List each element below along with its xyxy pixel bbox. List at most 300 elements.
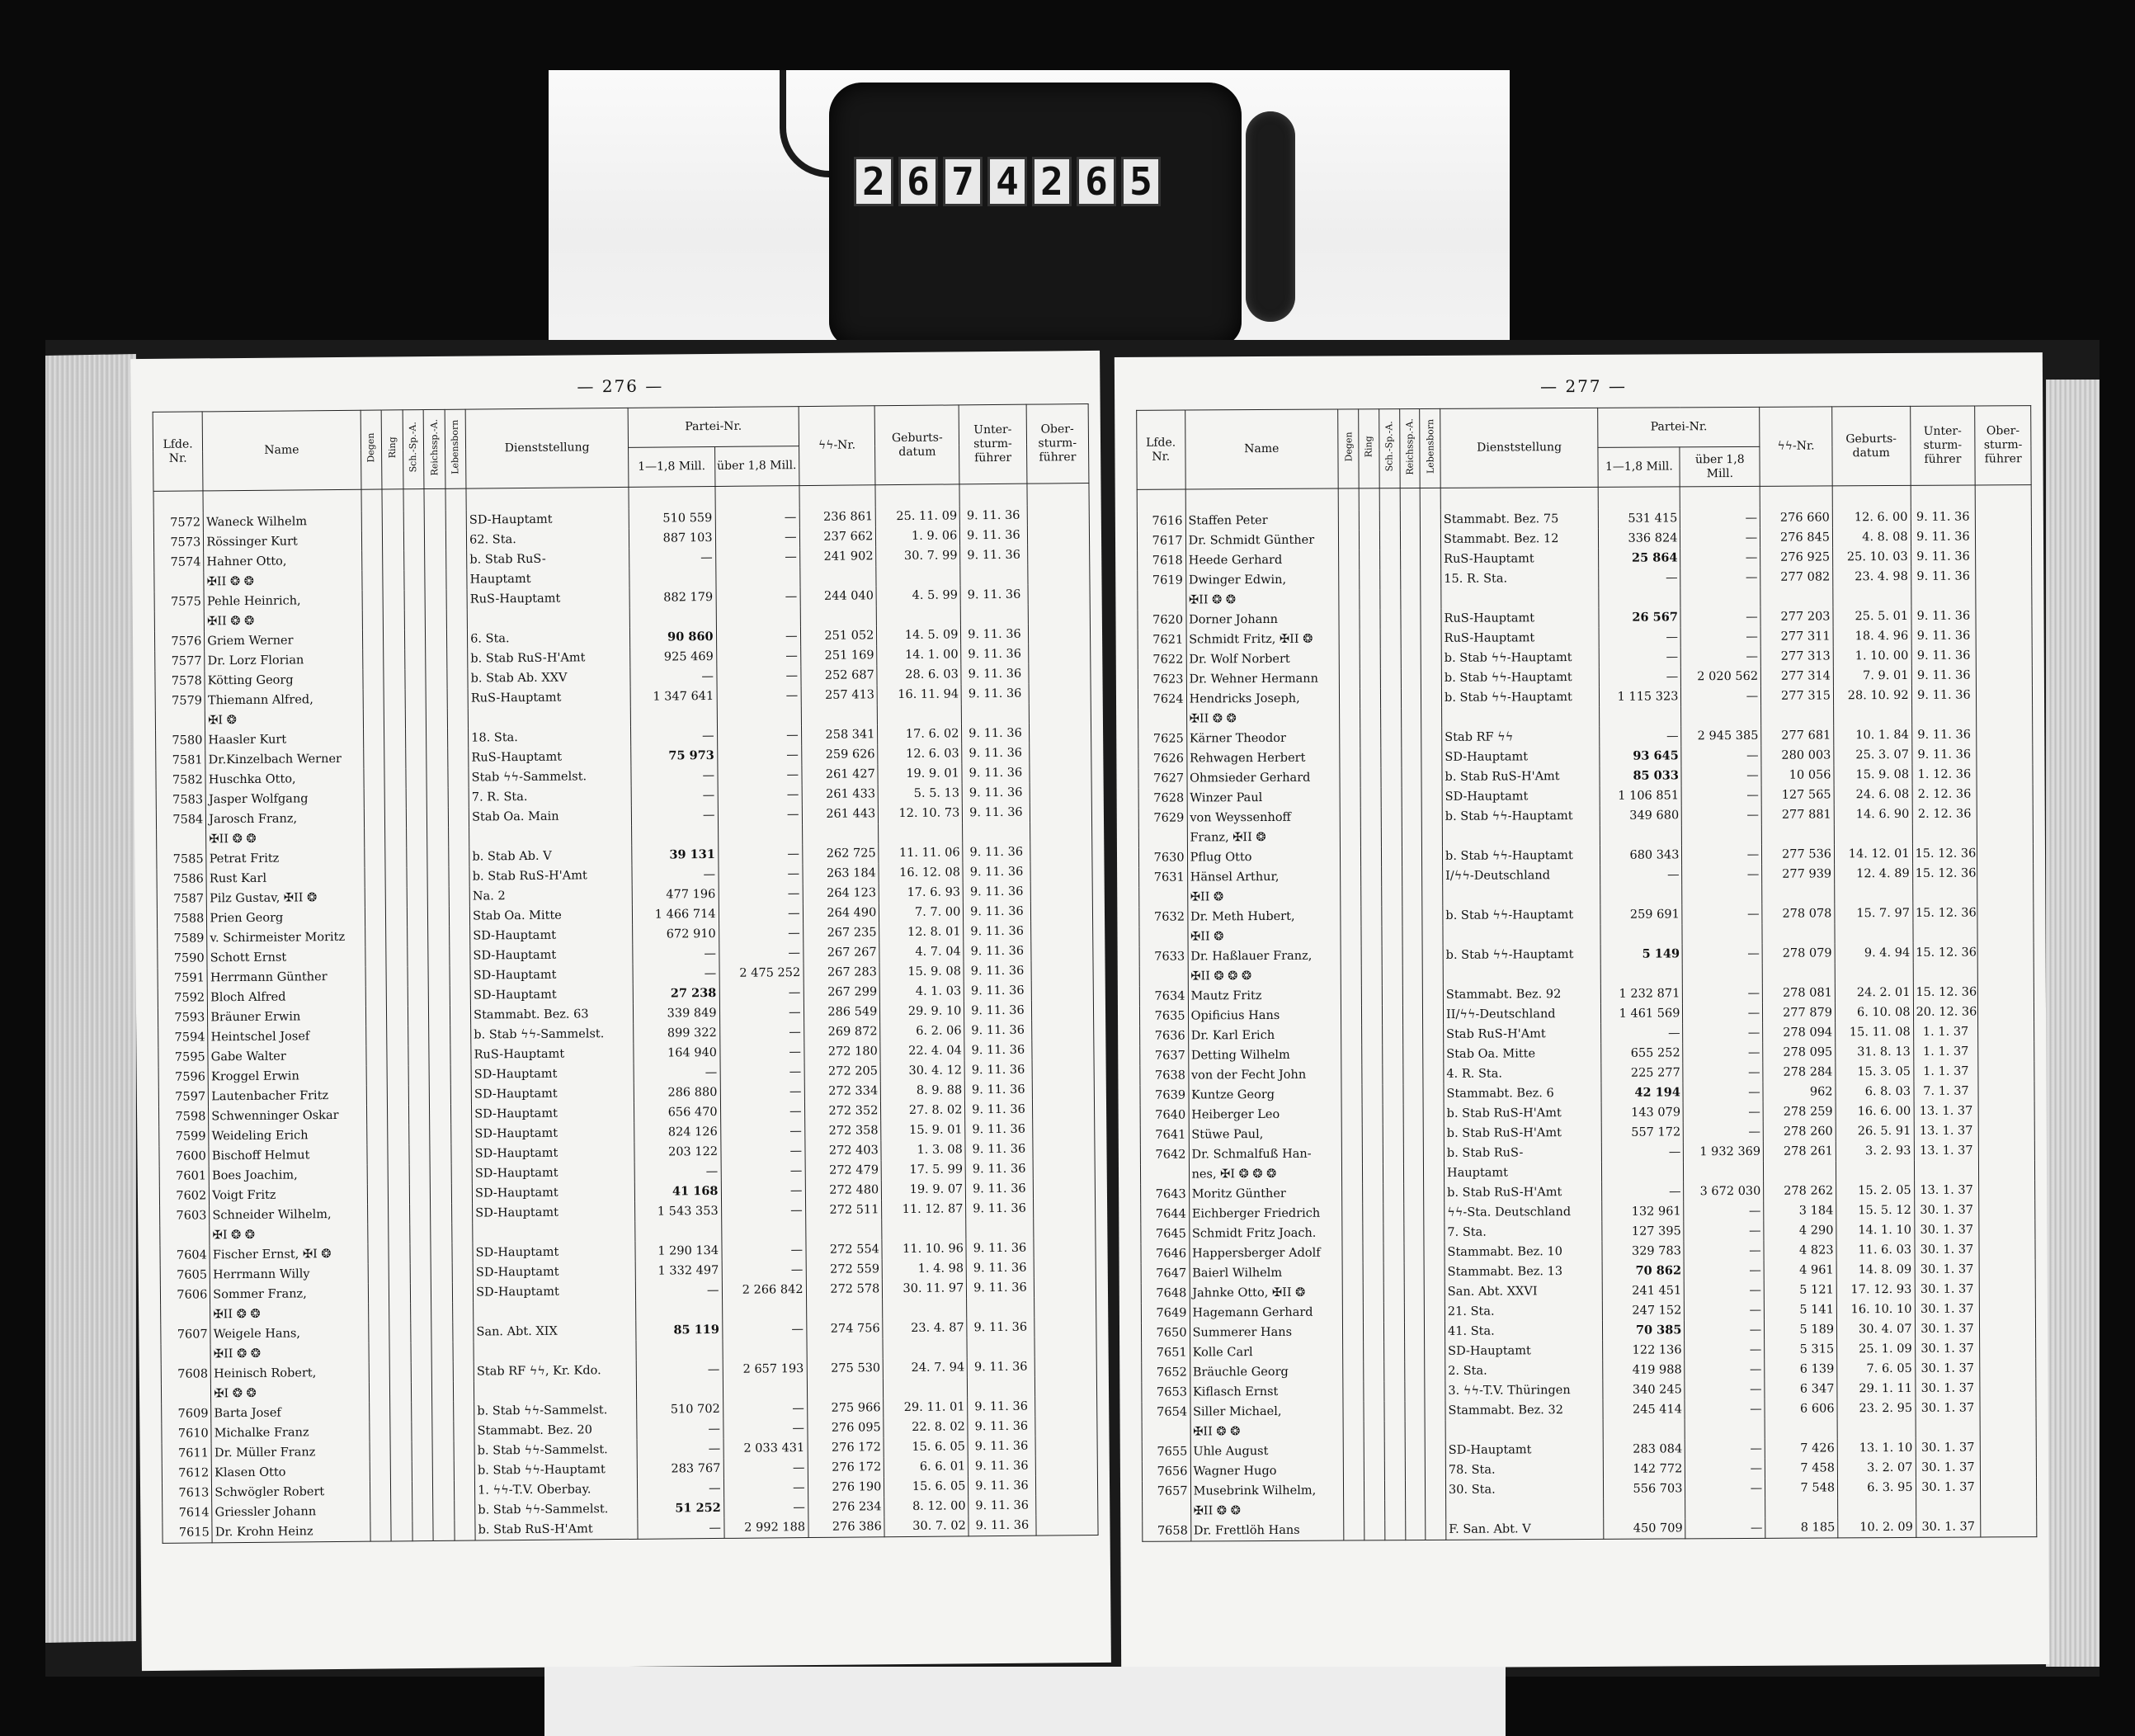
row-mark xyxy=(384,788,406,808)
row-obersturmfuehrer xyxy=(1034,1257,1096,1277)
row-mark xyxy=(446,609,468,629)
row-obersturmfuehrer xyxy=(1035,1356,1097,1376)
row-untersturmfuehrer: 9. 11. 36 xyxy=(965,1158,1032,1179)
row-geburtsdatum xyxy=(1834,705,1912,724)
row-partei-1: 93 645 xyxy=(1600,746,1681,767)
row-number xyxy=(153,491,204,513)
row-mark xyxy=(388,1105,409,1125)
row-untersturmfuehrer: 9. 11. 36 xyxy=(963,842,1030,862)
row-mark xyxy=(408,1026,429,1045)
row-dienststellung xyxy=(1441,587,1599,608)
row-partei-2: 1 932 369 xyxy=(1684,1141,1764,1162)
row-mark xyxy=(1359,488,1379,510)
row-geburtsdatum: 17. 6. 02 xyxy=(878,724,962,744)
row-mark xyxy=(389,1342,411,1362)
row-partei-2: — xyxy=(1685,1478,1765,1498)
row-name: Kärner Theodor xyxy=(1186,728,1340,748)
row-name xyxy=(1185,488,1339,511)
header-name: Name xyxy=(1185,409,1338,489)
row-partei-1 xyxy=(1600,825,1682,846)
row-partei-1: — xyxy=(629,547,716,568)
row-mark xyxy=(388,1164,409,1184)
row-dienststellung: SD-Hauptamt xyxy=(471,1063,634,1084)
row-name: Hahner Otto, xyxy=(204,550,362,572)
row-mark xyxy=(1383,1361,1404,1381)
row-obersturmfuehrer xyxy=(1979,1239,2035,1259)
row-dienststellung: b. Stab ϟϟ-Hauptamt xyxy=(1441,667,1599,687)
row-name: Bräuchle Georg xyxy=(1190,1361,1343,1382)
row-name: Schwenninger Oskar xyxy=(209,1105,367,1126)
row-name: ✠I ❂ xyxy=(205,709,364,730)
row-mark xyxy=(1362,1163,1383,1183)
row-mark xyxy=(454,1520,475,1540)
row-partei-2: — xyxy=(717,745,801,766)
row-name: Happersberger Adolf xyxy=(1190,1243,1343,1263)
row-obersturmfuehrer xyxy=(1977,922,2034,942)
row-ss-nr: 4 961 xyxy=(1764,1260,1836,1280)
row-mark xyxy=(425,609,446,629)
row-geburtsdatum: 14. 8. 09 xyxy=(1836,1259,1915,1279)
row-mark xyxy=(385,867,407,887)
row-mark xyxy=(1339,609,1360,629)
row-mark xyxy=(452,1302,474,1322)
row-dienststellung xyxy=(1443,924,1600,945)
row-untersturmfuehrer: 9. 11. 36 xyxy=(1911,507,1976,526)
row-mark xyxy=(1338,488,1359,510)
row-untersturmfuehrer: 9. 11. 36 xyxy=(964,901,1030,922)
row-mark xyxy=(427,728,448,748)
row-dienststellung: b. Stab ϟϟ-Hauptamt xyxy=(1441,686,1599,707)
row-mark xyxy=(408,1085,430,1105)
row-dienststellung: RuS-Hauptamt xyxy=(467,587,629,609)
row-untersturmfuehrer: 9. 11. 36 xyxy=(1911,744,1977,764)
row-number: 7651 xyxy=(1142,1342,1190,1362)
row-name: Hänsel Arthur, xyxy=(1187,866,1341,887)
row-dienststellung: b. Stab ϟϟ-Sammelst. xyxy=(474,1439,637,1460)
row-mark xyxy=(411,1382,432,1402)
row-number xyxy=(1140,1164,1189,1184)
row-mark xyxy=(427,847,449,866)
counter-digits xyxy=(854,157,1167,206)
row-geburtsdatum: 4. 7. 04 xyxy=(879,941,964,962)
row-name: Wagner Hugo xyxy=(1190,1460,1344,1481)
row-ss-nr xyxy=(1764,1161,1836,1181)
header-reich-label: Reichssp.-A. xyxy=(428,418,441,476)
row-name: Jarosch Franz, xyxy=(206,808,365,829)
row-partei-2: — xyxy=(1682,804,1762,825)
row-number xyxy=(1138,590,1186,610)
row-mark xyxy=(453,1381,474,1401)
row-mark xyxy=(1341,847,1361,866)
row-mark xyxy=(1423,1103,1444,1123)
row-mark xyxy=(1401,688,1421,708)
row-mark xyxy=(368,1243,389,1263)
row-partei-1: 203 122 xyxy=(634,1141,721,1162)
row-number: 7619 xyxy=(1138,570,1186,590)
row-mark xyxy=(1340,708,1360,728)
row-partei-2 xyxy=(723,1379,807,1399)
row-mark xyxy=(425,569,446,589)
row-partei-2: — xyxy=(719,1022,804,1043)
row-name: Schmidt Fritz, ✠II ❂ xyxy=(1186,629,1340,649)
row-ss-nr: 127 565 xyxy=(1761,785,1834,804)
row-geburtsdatum xyxy=(1834,823,1912,843)
row-partei-2: — xyxy=(1683,1082,1763,1102)
row-obersturmfuehrer xyxy=(1033,1197,1096,1218)
row-geburtsdatum: 7. 6. 05 xyxy=(1837,1358,1916,1378)
row-partei-2: — xyxy=(715,547,799,568)
row-partei-2: — xyxy=(1685,1280,1765,1300)
row-mark xyxy=(364,768,385,788)
row-ss-nr: 278 259 xyxy=(1763,1102,1836,1121)
row-number: 7610 xyxy=(162,1423,211,1444)
row-mark xyxy=(427,748,448,767)
row-mark xyxy=(1382,965,1402,985)
row-mark xyxy=(370,1521,391,1541)
row-number: 7652 xyxy=(1142,1362,1190,1382)
row-dienststellung: b. Stab ϟϟ-Hauptamt xyxy=(1443,944,1600,965)
row-partei-1: — xyxy=(634,1161,721,1182)
row-dienststellung: b. Stab RuS-H'Amt xyxy=(468,647,630,668)
row-name: Prien Georg xyxy=(207,907,365,928)
row-dienststellung: b. Stab ϟϟ-Hauptamt xyxy=(1442,845,1600,866)
row-untersturmfuehrer: 9. 11. 36 xyxy=(965,1079,1032,1100)
row-mark xyxy=(1341,1045,1362,1064)
row-name: Staffen Peter xyxy=(1185,510,1339,531)
row-ss-nr: 263 184 xyxy=(803,863,879,884)
row-mark xyxy=(1384,1460,1405,1480)
row-mark xyxy=(1379,510,1400,530)
row-mark xyxy=(450,1025,471,1045)
row-partei-2: — xyxy=(717,686,801,706)
row-geburtsdatum: 28. 6. 03 xyxy=(877,664,961,685)
row-mark xyxy=(447,748,469,767)
row-mark xyxy=(1341,1025,1362,1045)
row-dienststellung: 62. Sta. xyxy=(467,528,629,550)
row-partei-2 xyxy=(1685,1498,1765,1518)
row-mark xyxy=(431,1223,452,1243)
row-mark xyxy=(391,1481,412,1501)
row-ss-nr: 272 578 xyxy=(806,1279,883,1300)
row-partei-2: 2 657 193 xyxy=(723,1359,807,1380)
row-name: Sommer Franz, xyxy=(210,1283,369,1304)
row-mark xyxy=(1402,985,1423,1005)
row-name: Voigt Fritz xyxy=(210,1184,368,1205)
row-mark xyxy=(1340,728,1360,748)
row-number: 7598 xyxy=(158,1106,208,1127)
row-untersturmfuehrer: 9. 11. 36 xyxy=(962,743,1029,763)
row-partei-1: — xyxy=(1600,865,1682,885)
row-obersturmfuehrer xyxy=(1978,1002,2034,1021)
header-reich xyxy=(1399,409,1420,488)
row-mark xyxy=(390,1382,412,1402)
row-partei-2 xyxy=(1680,486,1760,508)
row-untersturmfuehrer xyxy=(961,604,1028,625)
row-mark xyxy=(451,1183,473,1203)
row-ss-nr: 277 536 xyxy=(1762,844,1835,864)
row-mark xyxy=(449,906,470,926)
row-mark xyxy=(1364,1421,1384,1441)
row-mark xyxy=(1381,748,1402,767)
row-number: 7627 xyxy=(1138,768,1187,788)
row-partei-2: — xyxy=(1685,1339,1765,1360)
row-mark xyxy=(1421,588,1441,608)
row-mark xyxy=(409,1184,431,1204)
row-geburtsdatum: 16. 11. 94 xyxy=(877,684,961,705)
row-number xyxy=(1139,927,1188,946)
row-mark xyxy=(425,550,446,569)
row-partei-2 xyxy=(722,1300,806,1320)
row-dienststellung: RuS-Hauptamt xyxy=(1441,627,1599,648)
row-obersturmfuehrer xyxy=(1981,1517,2037,1537)
header-ring xyxy=(1359,409,1379,488)
row-number: 7597 xyxy=(158,1087,208,1107)
row-untersturmfuehrer: 9. 11. 36 xyxy=(964,1040,1031,1060)
row-mark xyxy=(1382,946,1402,965)
row-name: Heintschel Josef xyxy=(208,1026,366,1047)
row-dienststellung: SD-Hauptamt xyxy=(1442,746,1600,767)
row-partei-2: — xyxy=(721,1161,805,1182)
row-obersturmfuehrer xyxy=(1980,1299,2036,1319)
row-untersturmfuehrer xyxy=(968,1376,1035,1397)
header-lebensborn-label: Lebensborn xyxy=(450,419,461,474)
row-dienststellung: SD-Hauptamt xyxy=(1445,1439,1603,1460)
row-partei-1: — xyxy=(632,864,719,885)
row-dienststellung: SD-Hauptamt xyxy=(472,1142,634,1163)
row-mark xyxy=(432,1381,454,1401)
row-mark xyxy=(404,610,426,630)
row-number: 7596 xyxy=(158,1067,208,1087)
row-number: 7630 xyxy=(1138,847,1187,867)
row-dienststellung: Stammabt. Bez. 75 xyxy=(1440,508,1598,529)
row-geburtsdatum: 15. 6. 05 xyxy=(884,1476,969,1497)
row-partei-2: — xyxy=(1685,1319,1765,1340)
row-dienststellung: Stammabt. Bez. 92 xyxy=(1443,984,1600,1004)
row-geburtsdatum: 16. 6. 00 xyxy=(1836,1101,1914,1120)
row-name: Bloch Alfred xyxy=(208,986,366,1007)
row-mark xyxy=(1343,1302,1364,1322)
row-geburtsdatum: 25. 10. 03 xyxy=(1833,546,1911,566)
row-mark xyxy=(1421,509,1441,529)
row-dienststellung: RuS-Hauptamt xyxy=(471,1043,634,1064)
row-geburtsdatum: 17. 5. 99 xyxy=(881,1159,965,1180)
row-mark xyxy=(448,827,469,847)
row-partei-2: — xyxy=(1685,1517,1765,1538)
row-mark xyxy=(382,489,403,511)
row-geburtsdatum: 12. 6. 00 xyxy=(1832,507,1911,526)
row-mark xyxy=(362,590,384,610)
row-number: 7580 xyxy=(156,730,205,751)
row-partei-2: — xyxy=(721,1181,805,1201)
row-dienststellung xyxy=(469,825,632,847)
row-untersturmfuehrer xyxy=(960,564,1027,585)
row-mark xyxy=(1382,1045,1402,1064)
row-partei-1: 1 543 353 xyxy=(635,1201,722,1221)
row-ss-nr xyxy=(807,1338,884,1359)
row-partei-2: — xyxy=(720,1121,804,1142)
row-partei-1: 51 252 xyxy=(638,1498,724,1518)
row-mark xyxy=(389,1303,411,1323)
row-partei-1: 122 136 xyxy=(1603,1340,1685,1361)
row-ss-nr: 5 315 xyxy=(1765,1339,1837,1359)
row-geburtsdatum: 3. 2. 07 xyxy=(1837,1457,1916,1477)
row-untersturmfuehrer: 1. 12. 36 xyxy=(1911,764,1977,784)
row-untersturmfuehrer: 30. 1. 37 xyxy=(1916,1437,1981,1457)
row-untersturmfuehrer xyxy=(959,484,1026,506)
row-obersturmfuehrer xyxy=(1035,1494,1098,1515)
row-mark xyxy=(367,1224,389,1243)
row-mark xyxy=(363,748,384,768)
row-name: Dr. Karl Erich xyxy=(1188,1025,1341,1045)
row-partei-2: — xyxy=(1680,606,1760,627)
row-mark xyxy=(366,1125,388,1144)
row-untersturmfuehrer: 30. 1. 37 xyxy=(1916,1517,1981,1537)
row-untersturmfuehrer: 9. 11. 36 xyxy=(1911,724,1977,744)
row-ss-nr: 272 479 xyxy=(805,1160,882,1181)
row-mark xyxy=(1364,1441,1384,1460)
row-name: Gabe Walter xyxy=(208,1045,366,1067)
row-mark xyxy=(363,709,384,729)
row-mark xyxy=(385,828,407,847)
row-dienststellung xyxy=(1442,825,1600,846)
header-nr: Lfde. Nr. xyxy=(153,412,203,492)
row-mark xyxy=(389,1323,411,1342)
row-obersturmfuehrer xyxy=(1979,1219,2035,1239)
row-mark xyxy=(411,1402,432,1422)
row-untersturmfuehrer: 9. 11. 36 xyxy=(1911,645,1977,665)
row-partei-1: — xyxy=(630,666,717,686)
row-untersturmfuehrer: 9. 11. 36 xyxy=(966,1178,1033,1199)
row-number: 7654 xyxy=(1142,1402,1190,1422)
header-lebensborn xyxy=(1420,408,1440,488)
row-number xyxy=(161,1344,210,1365)
counter-digit: 7 xyxy=(943,157,983,206)
row-obersturmfuehrer xyxy=(1977,784,2033,804)
row-number: 7602 xyxy=(159,1186,209,1206)
row-geburtsdatum: 14. 6. 90 xyxy=(1834,804,1912,823)
row-mark xyxy=(1402,1045,1423,1064)
row-number: 7591 xyxy=(158,968,207,988)
row-dienststellung: SD-Hauptamt xyxy=(470,944,633,965)
row-mark xyxy=(1423,1004,1444,1024)
row-mark xyxy=(1364,1401,1384,1421)
row-geburtsdatum: 15. 9. 08 xyxy=(1834,764,1912,784)
row-partei-2: — xyxy=(1680,567,1760,587)
row-mark xyxy=(428,985,450,1005)
row-partei-2 xyxy=(717,705,801,726)
header-stab-label: Sch.-Sp.-A. xyxy=(1383,421,1395,472)
row-partei-1: 1 332 497 xyxy=(635,1260,722,1281)
row-dienststellung: Stab RuS-H'Amt xyxy=(1444,1023,1601,1044)
row-dienststellung: b. Stab RuS-H'Amt xyxy=(469,865,632,886)
row-obersturmfuehrer xyxy=(1978,1041,2034,1061)
row-name: Dr. Lorz Florian xyxy=(205,649,363,671)
row-name: Eichberger Friedrich xyxy=(1189,1203,1342,1224)
row-mark xyxy=(1401,767,1421,787)
row-untersturmfuehrer: 9. 11. 36 xyxy=(964,941,1030,961)
row-mark xyxy=(1342,1223,1363,1243)
row-mark xyxy=(1384,1421,1405,1441)
row-partei-1 xyxy=(1601,964,1683,984)
row-partei-2: — xyxy=(1683,1042,1763,1063)
row-mark xyxy=(1421,648,1441,668)
row-mark xyxy=(429,1005,450,1025)
row-partei-1: 510 559 xyxy=(629,507,715,528)
row-partei-1: 5 149 xyxy=(1600,944,1682,965)
row-untersturmfuehrer: 9. 11. 36 xyxy=(961,683,1028,704)
row-name: Dr. Haßlauer Franz, xyxy=(1188,946,1341,966)
row-partei-2: — xyxy=(1683,1022,1763,1043)
row-ss-nr: 276 172 xyxy=(808,1437,884,1458)
row-geburtsdatum: 30. 4. 12 xyxy=(880,1060,964,1081)
row-partei-1: — xyxy=(637,1418,723,1439)
row-mark xyxy=(1363,1322,1383,1342)
row-partei-1: — xyxy=(633,963,719,984)
row-ss-nr: 276 095 xyxy=(807,1418,884,1438)
row-untersturmfuehrer xyxy=(1916,1497,1981,1517)
row-obersturmfuehrer xyxy=(1980,1358,2036,1378)
row-mark xyxy=(433,1480,455,1500)
row-mark xyxy=(1381,847,1402,866)
header-nr: Lfde. Nr. xyxy=(1137,410,1185,489)
row-ss-nr xyxy=(1762,923,1835,943)
row-mark xyxy=(412,1461,433,1481)
row-geburtsdatum xyxy=(882,1219,966,1239)
row-mark xyxy=(1383,1124,1403,1144)
row-mark xyxy=(391,1521,412,1541)
row-mark xyxy=(1402,866,1422,886)
row-mark xyxy=(450,985,471,1005)
row-mark xyxy=(389,1283,410,1303)
row-mark xyxy=(427,866,449,886)
row-partei-1: 899 322 xyxy=(634,1022,720,1043)
row-number: 7626 xyxy=(1138,748,1187,768)
row-mark xyxy=(427,906,449,926)
row-untersturmfuehrer: 9. 11. 36 xyxy=(960,584,1027,605)
row-name: Jahnke Otto, ✠II ❂ xyxy=(1190,1282,1343,1303)
row-mark xyxy=(429,1064,450,1084)
header-lebensborn xyxy=(445,409,466,488)
row-mark xyxy=(406,788,427,808)
row-number: 7641 xyxy=(1140,1125,1189,1144)
row-obersturmfuehrer xyxy=(1980,1398,2036,1418)
row-obersturmfuehrer xyxy=(1028,663,1091,684)
row-geburtsdatum: 13. 1. 10 xyxy=(1837,1437,1916,1457)
row-partei-1: 450 709 xyxy=(1604,1518,1685,1539)
row-obersturmfuehrer xyxy=(1028,604,1091,625)
row-mark xyxy=(430,1183,451,1203)
row-number xyxy=(1139,966,1188,986)
row-untersturmfuehrer xyxy=(1912,922,1977,942)
row-mark xyxy=(450,1005,471,1025)
row-dienststellung: RuS-Hauptamt xyxy=(468,686,630,708)
row-obersturmfuehrer xyxy=(1034,1276,1096,1297)
row-mark xyxy=(1362,1104,1383,1124)
counter-knob xyxy=(1246,111,1295,322)
row-mark xyxy=(365,1026,387,1045)
row-mark xyxy=(361,531,383,550)
row-untersturmfuehrer: 1. 1. 37 xyxy=(1913,1041,1978,1061)
row-partei-2: — xyxy=(1683,1002,1763,1023)
row-untersturmfuehrer: 15. 12. 36 xyxy=(1912,903,1977,922)
row-partei-2 xyxy=(1681,705,1761,726)
header-degen-label: Degen xyxy=(365,432,377,463)
row-number: 7633 xyxy=(1139,946,1188,966)
row-mark xyxy=(407,867,428,887)
row-ss-nr xyxy=(807,1378,884,1399)
row-obersturmfuehrer xyxy=(1978,1021,2034,1041)
row-mark xyxy=(410,1323,431,1342)
